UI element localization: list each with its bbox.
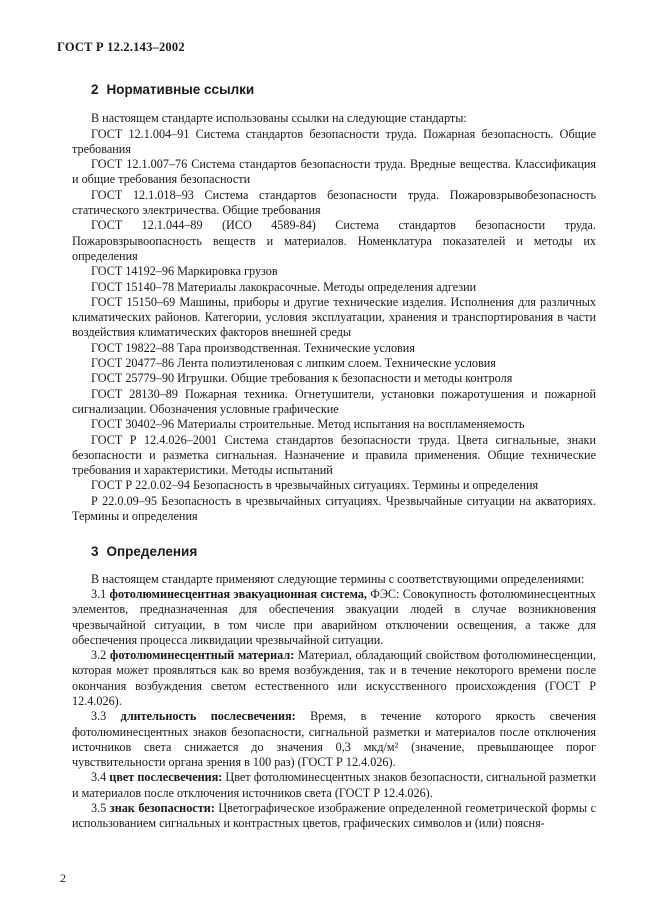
page-number: 2 [60,871,66,885]
definition-term: фотолюминесцентный материал: [109,648,295,663]
reference-item: ГОСТ 15140–78 Материалы лакокрасочные. Методы определения адгезии [91,279,477,294]
definition-number: 3.1 [91,586,107,601]
definition-3-1 [72,587,596,648]
section-3-heading [91,544,596,559]
definition-3-2 [72,648,596,709]
definition-text: Материал, обладающий свойством фотолюминесценции, которая может проявляться как во время возбуждения, так и в течение некоторого времени после окончания возбуждения светом естественного или искусственного происхождения (ГОСТ Р 12.4.026). [72,648,597,708]
definition-text: Цветографическое изображение определенной геометрической формы с использованием сигнальных и контрастных цветов, графических символов и (или) поясня- [72,801,597,831]
reference-item: ГОСТ 14192–96 Маркировка грузов [91,264,278,279]
reference-item: ГОСТ 12.1.018–93 Система стандартов безопасности труда. Пожаровзрывобезопасность статического электричества. Общие требования [72,187,596,218]
definition-term: цвет послесвечения: [109,770,223,785]
definition-text: Цвет фотолюминесцентных знаков безопасности, сигнальной разметки и материалов после отключения источников света (ГОСТ Р 12.4.026). [72,770,597,800]
reference-item: ГОСТ Р 12.4.026–2001 Система стандартов безопасности труда. Цвета сигнальные, знаки безопасности и разметка сигнальная. Назначение и правила применения. Общие технические требования и характеристики. Методы испытаний [72,432,596,478]
section-title: Нормативные ссылки [106,82,255,97]
definition-term: длительность послесвечения: [120,709,296,724]
reference-item: ГОСТ Р 22.0.02–94 Безопасность в чрезвычайных ситуациях. Термины и определения [91,478,539,493]
reference-item: ГОСТ 19822–88 Тара производственная. Технические условия [91,340,415,355]
definition-3-3 [72,709,596,770]
section-number: 3 [91,544,99,560]
definition-number: 3.5 [91,801,107,816]
references-intro: В настоящем стандарте использованы ссылки на следующие стандарты: [91,111,467,126]
definitions-intro: В настоящем стандарте применяют следующие термины с соответствующими определениями: [91,571,585,586]
reference-item: ГОСТ 25779–90 Игрушки. Общие требования к безопасности и методы контроля [91,371,513,386]
reference-item: ГОСТ 12.1.044–89 (ИСО 4589-84) Система стандартов безопасности труда. Пожаровзрывоопасность веществ и материалов. Номенклатура показателей и методы их определения [72,218,596,263]
definition-number: 3.3 [91,709,107,724]
section-2-heading [91,82,596,97]
definition-3-4 [72,770,596,801]
definition-text: Время, в течение которого яркость свечения фотолюминесцентных знаков безопасности, сигнальной разметки и материалов после отключения источников света снижается до значения 0,3 мкд/м² (значение, превышающее порог чувствительности органа зрения в 100 раз) (ГОСТ Р 12.4.026). [72,709,596,770]
definition-text: ФЭС: Совокупность фотолюминесцентных элементов, предназначенная для обеспечения эвакуации людей в случае возникновения чрезвычайной ситуации, в том числе при аварийном отключении освещения, а также для обеспечения процесса ликвидации чрезвычайной ситуации. [72,586,596,647]
reference-item: Р 22.0.09–95 Безопасность в чрезвычайных ситуациях. Чрезвычайные ситуации на акваториях. Термины и определения [72,493,596,524]
reference-item: ГОСТ 15150–69 Машины, приборы и другие технические изделия. Исполнения для различных климатических районов. Категории, условия эксплуатации, хранения и транспортирования в части воздействия климатических факторов внешней среды [72,294,596,340]
definition-number: 3.2 [91,648,107,663]
reference-item: ГОСТ 30402–96 Материалы строительные. Метод испытания на воспламеняемость [91,417,525,432]
definition-number: 3.4 [91,770,107,785]
section-number: 2 [91,82,99,97]
reference-item: ГОСТ 12.1.004–91 Система стандартов безопасности труда. Пожарная безопасность. Общие требования [72,126,596,156]
definition-term: фотолюминесцентная эвакуационная система, [109,586,367,601]
definition-term: знак безопасности: [109,801,215,816]
standard-code-header: ГОСТ Р 12.2.143–2002 [57,40,185,54]
reference-item: ГОСТ 12.1.007–76 Система стандартов безопасности труда. Вредные вещества. Классификация и общие требования безопасности [72,157,596,187]
definition-3-5 [72,801,596,832]
page-content [72,82,596,832]
reference-item: ГОСТ 28130–89 Пожарная техника. Огнетушители, установки пожаротушения и пожарной сигнализации. Обозначения условные графические [72,386,596,416]
reference-item: ГОСТ 20477–86 Лента полиэтиленовая с липким слоем. Технические условия [91,356,496,371]
section-title: Определения [106,544,198,560]
